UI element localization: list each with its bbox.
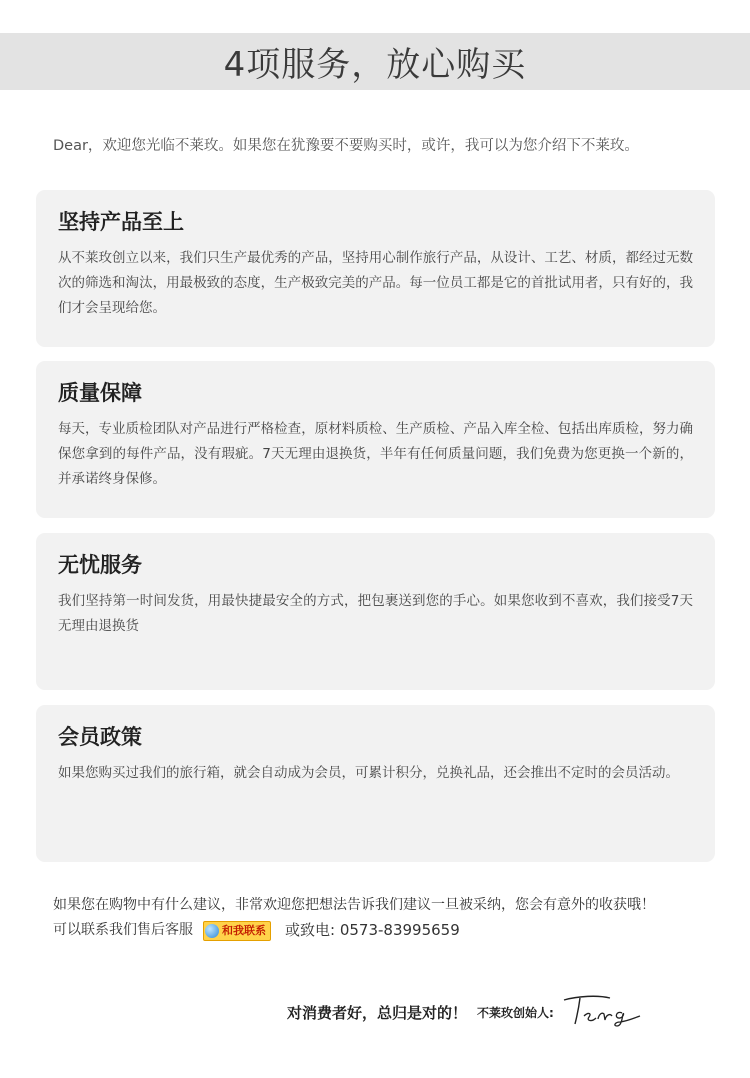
card-title: 无忧服务 xyxy=(58,553,142,577)
card-body: 每天，专业质检团队对产品进行严格检查，原材料质检、生产质检、产品入库全检、包括出库质检，努力确保您拿到的每件产品，没有瑕疵。7天无理由退换货，半年有任何质量问题，我们免费为您更换一个新的，并承诺终身保修。 xyxy=(58,421,693,487)
contact-line xyxy=(53,918,713,943)
footer xyxy=(287,992,648,1032)
card-title: 会员政策 xyxy=(58,725,142,749)
card-body: 如果您购买过我们的旅行箱，就会自动成为会员，可累计积分，兑换礼品，还会推出不定时的会员活动。 xyxy=(58,765,679,781)
founder-label: 不莱玫创始人: xyxy=(477,1005,554,1020)
service-card-quality xyxy=(36,361,715,518)
contact-section xyxy=(53,893,713,943)
phone-number: 或致电: 0573-83995659 xyxy=(285,921,460,939)
contact-suggestion-text: 如果您在购物中有什么建议，非常欢迎您把想法告诉我们建议一旦被采纳，您会有意外的收获哦！ xyxy=(53,897,655,913)
card-body: 从不莱玫创立以来，我们只生产最优秀的产品，坚持用心制作旅行产品，从设计、工艺、材质，都经过无数次的筛选和淘汰，用最极致的态度，生产极致完美的产品。每一位员工都是它的首批试用者，只有好的，我们才会呈现给您。 xyxy=(58,250,693,316)
card-body: 我们坚持第一时间发货，用最快捷最安全的方式，把包裹送到您的手心。如果您收到不喜欢，我们接受7天无理由退换货 xyxy=(58,593,693,634)
service-card-product xyxy=(36,190,715,347)
header-banner xyxy=(0,33,750,90)
intro-text: Dear，欢迎您光临不莱玫。如果您在犹豫要不要购买时，或许，我可以为您介绍下不莱玫。 xyxy=(53,138,639,154)
motto-text: 对消费者好，总归是对的！ xyxy=(287,1003,468,1022)
contact-prefix: 可以联系我们售后客服 xyxy=(53,922,193,938)
chat-button-label: 和我联系 xyxy=(222,924,266,937)
chat-bubble-icon xyxy=(205,924,219,938)
signature-icon xyxy=(558,992,648,1032)
service-card-worry-free xyxy=(36,533,715,690)
page-title: 4项服务，放心购买 xyxy=(223,45,527,85)
service-card-membership xyxy=(36,705,715,862)
chat-contact-button[interactable] xyxy=(203,921,271,941)
card-title: 质量保障 xyxy=(58,381,142,405)
card-title: 坚持产品至上 xyxy=(58,210,184,234)
